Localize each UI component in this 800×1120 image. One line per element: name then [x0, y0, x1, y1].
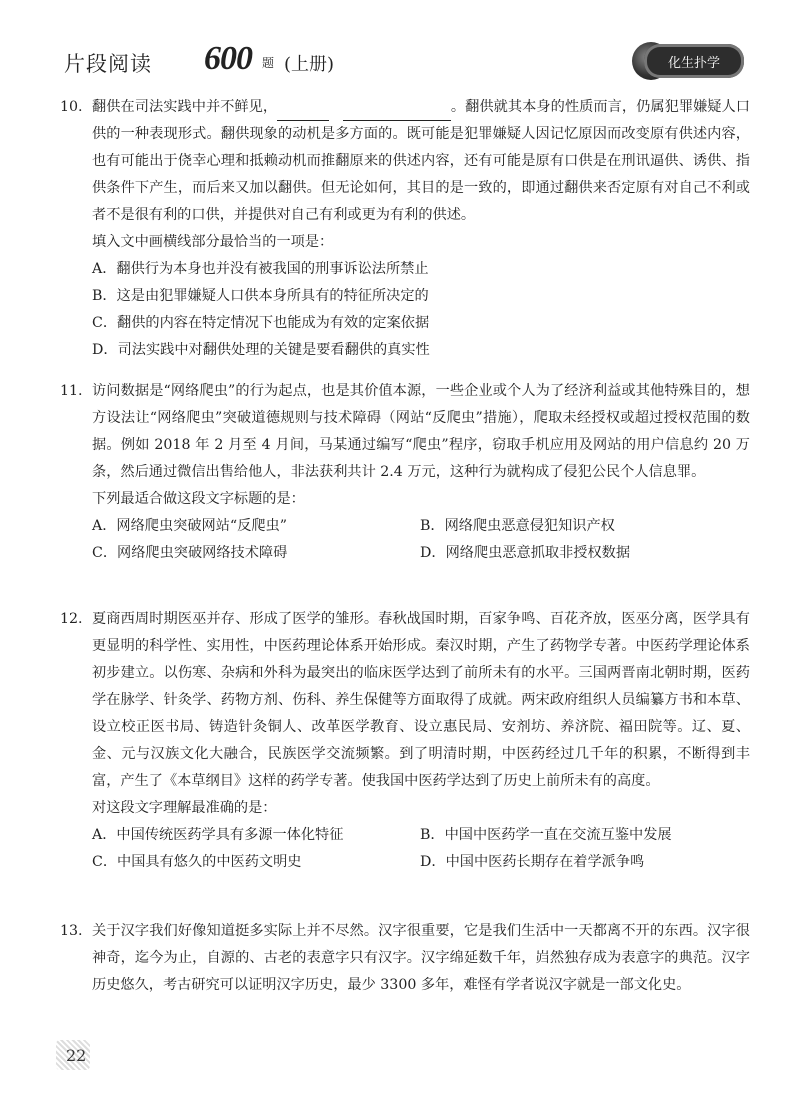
option-d: D．司法实践中对翻供处理的关键是要看翻供的真实性 [92, 342, 430, 358]
option-row [92, 849, 750, 876]
question-prompt: 填入文中画横线部分最恰当的一项是： [92, 234, 334, 250]
book-number: 600 [204, 40, 252, 77]
option-a: A．中国传统医药学具有多源一体化特征 [92, 827, 344, 843]
option-row [92, 822, 750, 849]
question-10 [60, 94, 750, 364]
volume-label: (上册) [284, 54, 335, 75]
option-row [92, 513, 750, 540]
page-header [56, 40, 756, 86]
option-c: C．中国具有悠久的中医药文明史 [92, 854, 302, 870]
question-prompt: 对这段文字理解最准确的是： [92, 800, 277, 816]
question-number: 10. [60, 99, 83, 115]
fill-blank [277, 102, 329, 121]
book-title: 片段阅读 [64, 52, 152, 76]
question-number: 11. [60, 383, 83, 399]
question-stem: 访问数据是“网络爬虫”的行为起点，也是其价值本源，一些企业或个人为了经济利益或其他特殊目的，想方设法让“网络爬虫”突破道德规则与技术障碍（网站“反爬虫”措施），爬取未经授权或超过授权范围的数据。例如 2018 年 2 月至 4 月间，马某通过编写“爬虫”程序，窃取手机应用及网站的用户信息约 20 万条，然后通过微信出售给他人，非法获利共计 2.4 万元，这种行为就构成了侵犯公民个人信息罪。 [92, 383, 750, 480]
question-11 [60, 378, 750, 567]
question-stem: 翻供在司法实践中并不鲜见， 。翻供就其本身的性质而言，仍属犯罪嫌疑人口供的一种表现形式。翻供现象的动机是多方面的。既可能是犯罪嫌疑人因记忆原因而改变原有供述内容，也有可能出于侥幸心理和抵赖动机而推翻原来的供述内容，还有可能是原有口供是在刑讯逼供、诱供、指供条件下产生，而后来又加以翻供。但无论如何，其目的是一致的，即通过翻供来否定原有对自己不利或者不是很有利的口供，并提供对自己有利或更为有利的供述。 [92, 99, 750, 223]
question-number: 13. [60, 923, 83, 939]
option-b: B．网络爬虫恶意侵犯知识产权 [420, 518, 615, 534]
question-12 [60, 606, 750, 876]
option-b: B．这是由犯罪嫌疑人口供本身所具有的特征所决定的 [92, 288, 429, 304]
option-row [92, 540, 750, 567]
option-c: C．翻供的内容在特定情况下也能成为有效的定案依据 [92, 315, 430, 331]
question-number: 12. [60, 611, 83, 627]
option-b: B．中国中医药学一直在交流互鉴中发展 [420, 827, 672, 843]
fill-blank [343, 102, 451, 121]
option-c: C．网络爬虫突破网络技术障碍 [92, 545, 288, 561]
publisher-badge: 化生扑学 [644, 44, 744, 78]
question-stem: 夏商西周时期医巫并存、形成了医学的雏形。春秋战国时期，百家争鸣、百花齐放，医巫分离，医学具有更显明的科学性、实用性，中医药理论体系开始形成。秦汉时期，产生了药物学专著。中医药学理论体系初步建立。以伤寒、杂病和外科为最突出的临床医学达到了前所未有的水平。三国两晋南北朝时期，医药学在脉学、针灸学、药物方剂、伤科、养生保健等方面取得了成就。两宋政府组织人员编纂方书和本草、设立校正医书局、铸造针灸铜人、改革医学教育、设立惠民局、安剂坊、养济院、福田院等。辽、夏、金、元与汉族文化大融合，民族医学交流频繁。到了明清时期，中医药经过几千年的积累，不断得到丰富，产生了《本草纲目》这样的药学专著。使我国中医药学达到了历史上前所未有的高度。 [92, 611, 750, 789]
question-stem: 关于汉字我们好像知道挺多实际上并不尽然。汉字很重要，它是我们生活中一天都离不开的东西。汉字很神奇，迄今为止，自源的、古老的表意字只有汉字。汉字绵延数千年，岿然独存成为表意字的典范。汉字历史悠久，考古研究可以证明汉字历史，最少 3300 多年，难怪有学者说汉字就是一部文化史。 [92, 923, 750, 993]
question-13 [60, 918, 750, 999]
option-d: D．中国中医药长期存在着学派争鸣 [420, 854, 645, 870]
question-prompt: 下列最适合做这段文字标题的是： [92, 491, 305, 507]
option-a: A．网络爬虫突破网站“反爬虫” [92, 518, 288, 534]
book-number-suffix: 题 [262, 56, 275, 70]
page-number: 22 [66, 1046, 87, 1065]
option-a: A．翻供行为本身也并没有被我国的刑事诉讼法所禁止 [92, 261, 429, 277]
option-d: D．网络爬虫恶意抓取非授权数据 [420, 545, 631, 561]
